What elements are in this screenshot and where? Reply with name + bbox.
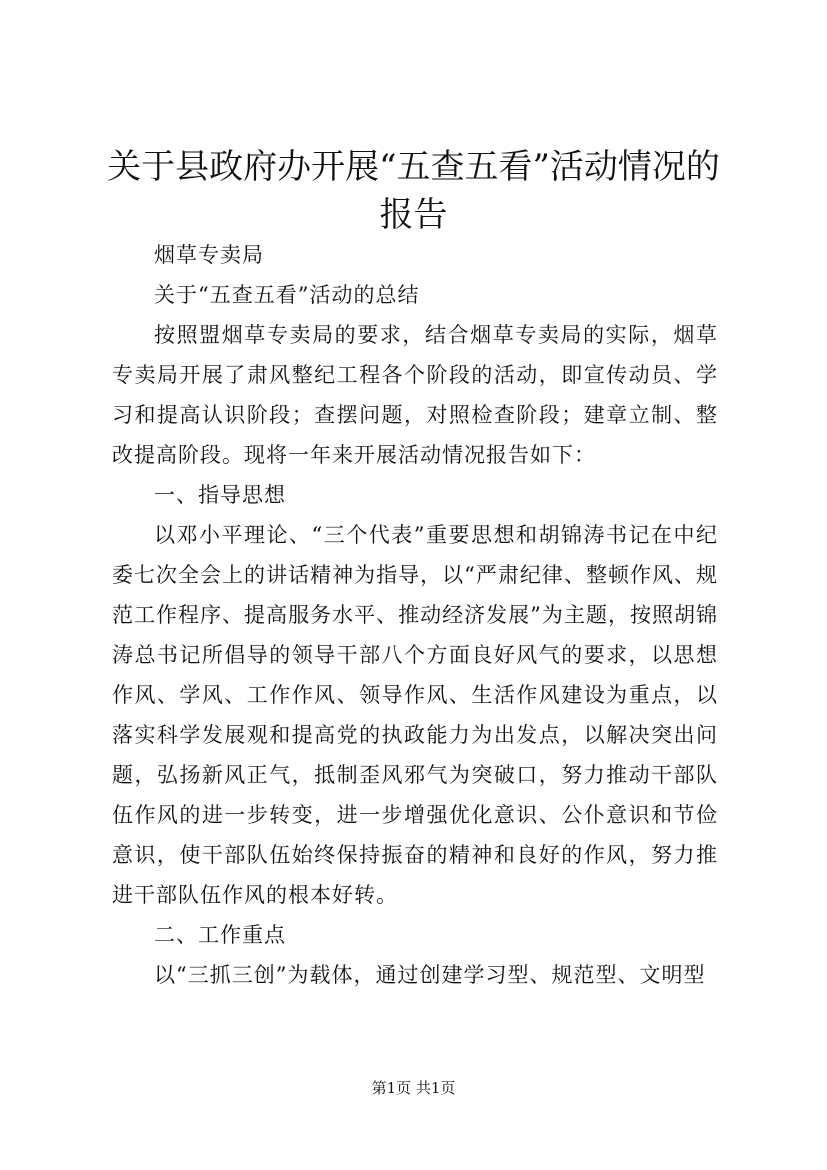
paragraph-work-focus: 以“三抓三创”为载体，通过创建学习型、规范型、文明型 [154, 963, 706, 987]
paragraph-org-name: 烟草专卖局 [154, 243, 264, 267]
paragraph-subtitle: 关于“五查五看”活动的总结 [154, 283, 420, 307]
document-title: 关于县政府办开展“五查五看”活动情况的报告 [107, 147, 720, 235]
section-heading-work-focus: 二、工作重点 [154, 923, 286, 947]
page-footer: 第1页 共1页 [371, 1079, 456, 1097]
section-heading-guiding-thought: 一、指导思想 [154, 483, 286, 507]
paragraph-guiding-thought: 以邓小平理论、“三个代表”重要思想和胡锦涛书记在中纪委七次全会上的讲话精神为指导，以“严肃纪律、整顿作风、规范工作程序、提高服务水平、推动经济发展”为主题，按照胡锦涛总书记所倡导的领导干部八个方面良好风气的要求，以思想作风、学风、工作作风、领导作风、生活作风建设为重点，以落实科学发展观和提高党的执政能力为出发点，以解决突出问题，弘扬新风正气，抵制歪风邪气为突破口，努力推动干部队伍作风的进一步转变，进一步增强优化意识、公仆意识和节俭意识，使干部队伍始终保持振奋的精神和良好的作风，努力推进干部队伍作风的根本好转。 [112, 523, 718, 907]
paragraph-intro: 按照盟烟草专卖局的要求，结合烟草专卖局的实际，烟草专卖局开展了肃风整纪工程各个阶段的活动，即宣传动员、学习和提高认识阶段；查摆问题，对照检查阶段；建章立制、整改提高阶段。现将一年来开展活动情况报告如下： [112, 323, 718, 467]
document-body [112, 235, 718, 995]
